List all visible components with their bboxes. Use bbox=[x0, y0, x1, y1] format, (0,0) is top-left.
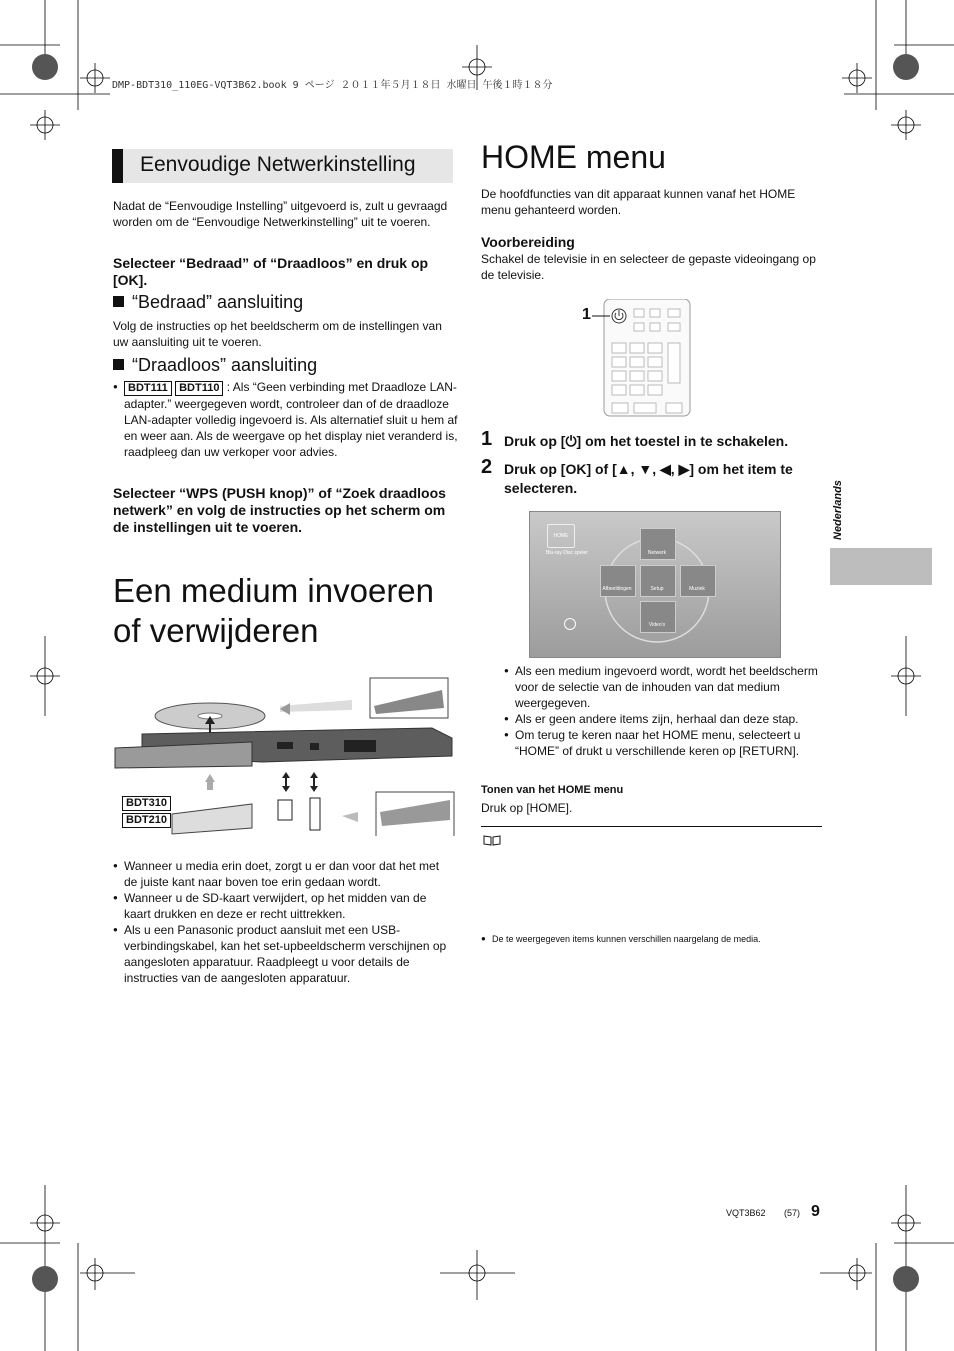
page-number: 9 bbox=[811, 1203, 820, 1220]
home-intro: De hoofdfuncties van dit apparaat kunnen vanaf het HOME menu gehanteerd worden. bbox=[481, 187, 796, 217]
wired-heading: “Bedraad” aansluiting bbox=[113, 291, 303, 313]
square-bullet-icon bbox=[113, 296, 124, 307]
note-book-icon bbox=[483, 834, 501, 846]
wired-text: Volg de instructies op het beeldscherm om de instellingen van uw aansluiting uit te voeren. bbox=[113, 319, 442, 349]
select-instruction: Selecteer “Bedraad” of “Draadloos” en druk op [OK]. bbox=[113, 255, 429, 288]
step-number: 1 bbox=[481, 428, 493, 450]
home-menu-screenshot bbox=[529, 511, 781, 658]
home-badge: HOME bbox=[547, 524, 575, 548]
wps-instruction: Selecteer “WPS (PUSH knop)” of “Zoek draadloos netwerk” en volg de instructies op het scherm om de instellingen uit te voeren. bbox=[113, 485, 446, 535]
list-item: ● Als een medium ingevoerd wordt, wordt het beeldscherm voor de selectie van de inhouden van dat medium weergegeven. bbox=[504, 663, 826, 711]
home-menu-title: HOME menu bbox=[481, 139, 666, 175]
menu-item-label: Afbeeldingen bbox=[602, 586, 632, 592]
home-bullets bbox=[504, 663, 826, 759]
language-tab bbox=[830, 548, 932, 585]
language-label: Nederlands bbox=[832, 480, 844, 540]
menu-item-label: Muziek bbox=[689, 586, 705, 592]
model-tag: BDT310 bbox=[122, 796, 171, 811]
wireless-heading: “Draadloos” aansluiting bbox=[113, 354, 317, 376]
footer-sub: (57) bbox=[784, 1208, 801, 1218]
remote-control-illustration bbox=[592, 299, 696, 419]
section-title: Eenvoudige Netwerkinstelling bbox=[140, 153, 416, 176]
note-text: ● De te weergegeven items kunnen verschillen naargelang de media. bbox=[481, 933, 833, 945]
media-bullets bbox=[113, 858, 455, 986]
media-title: Een medium invoeren of verwijderen bbox=[113, 572, 435, 649]
music-tile[interactable] bbox=[680, 565, 716, 597]
step-2-text: Druk op [OK] of [▲, ▼, ◀, ▶] om het item te selecteren. bbox=[504, 461, 793, 496]
menu-item-label: Setup bbox=[650, 586, 664, 592]
list-item: ● Om terug te keren naar het HOME menu, selecteert u “HOME” of drukt u verschillende keren op [RETURN]. bbox=[504, 727, 826, 759]
footer-code: VQT3B62 bbox=[726, 1208, 766, 1218]
intro-text: Nadat de “Eenvoudige Instelling” uitgevoerd is, zult u gevraagd worden om de “Eenvoudige Netwerkinstelling” uit te voeren. bbox=[113, 199, 448, 229]
prep-text: Schakel de televisie in en selecteer de gepaste videoingang op de televisie. bbox=[481, 252, 816, 282]
list-item: ● Als er geen andere items zijn, herhaal dan deze stap. bbox=[504, 711, 826, 727]
list-item: ● Wanneer u de SD-kaart verwijdert, op het midden van de kaart drukken en deze er recht uittrekken. bbox=[113, 890, 455, 922]
section-marker bbox=[112, 149, 123, 183]
pictures-tile[interactable] bbox=[600, 565, 636, 597]
show-home-heading: Tonen van het HOME menu bbox=[481, 784, 624, 796]
step-1-text: Druk op [⏻] om het toestel in te schakelen. bbox=[504, 433, 789, 449]
model-tags bbox=[122, 796, 171, 828]
model-tag: BDT111 bbox=[124, 381, 172, 396]
option-icon bbox=[564, 618, 576, 630]
print-header: DMP-BDT310_110EG-VQT3B62.book 9 ページ ２０１１年５月１８日 水曜日 午後１時１８分 bbox=[112, 80, 553, 91]
note-divider bbox=[481, 826, 822, 827]
wireless-bullet: ● BDT111 BDT110 : Als “Geen verbinding met Draadloze LAN-adapter.” weergegeven wordt, controleer dan of de draadloze LAN-adapter volledig ingevoerd is. Als alternatief sluit u hem af en weer aan. Als de weergave op het display niet veranderd is, raadpleeg dan uw verkoper voor advies. bbox=[113, 379, 464, 460]
square-bullet-icon bbox=[113, 359, 124, 370]
menu-item-label: Netwerk bbox=[647, 550, 667, 556]
menu-item-label: Video's bbox=[648, 622, 666, 628]
show-home-text: Druk op [HOME]. bbox=[481, 801, 573, 815]
prep-heading: Voorbereiding bbox=[481, 234, 575, 250]
model-tag: BDT210 bbox=[122, 813, 171, 828]
list-item: ● Wanneer u media erin doet, zorgt u er dan voor dat het met de juiste kant naar boven toe erin gedaan wordt. bbox=[113, 858, 455, 890]
list-item: ● Als u een Panasonic product aansluit met een USB-verbindingskabel, kan het set-upbeeldscherm verschijnen op aangesloten apparatuur. Raadpleegt u voor details de instructies van de aangesloten apparatuur. bbox=[113, 922, 455, 986]
callout-number: 1 bbox=[582, 306, 591, 323]
section-title-bar bbox=[112, 149, 453, 183]
model-tag: BDT110 bbox=[175, 381, 223, 396]
video-tile[interactable] bbox=[640, 601, 676, 633]
step-number: 2 bbox=[481, 456, 493, 478]
player-label: Blu-ray Disc speler bbox=[546, 550, 588, 556]
setup-tile[interactable] bbox=[640, 565, 676, 597]
